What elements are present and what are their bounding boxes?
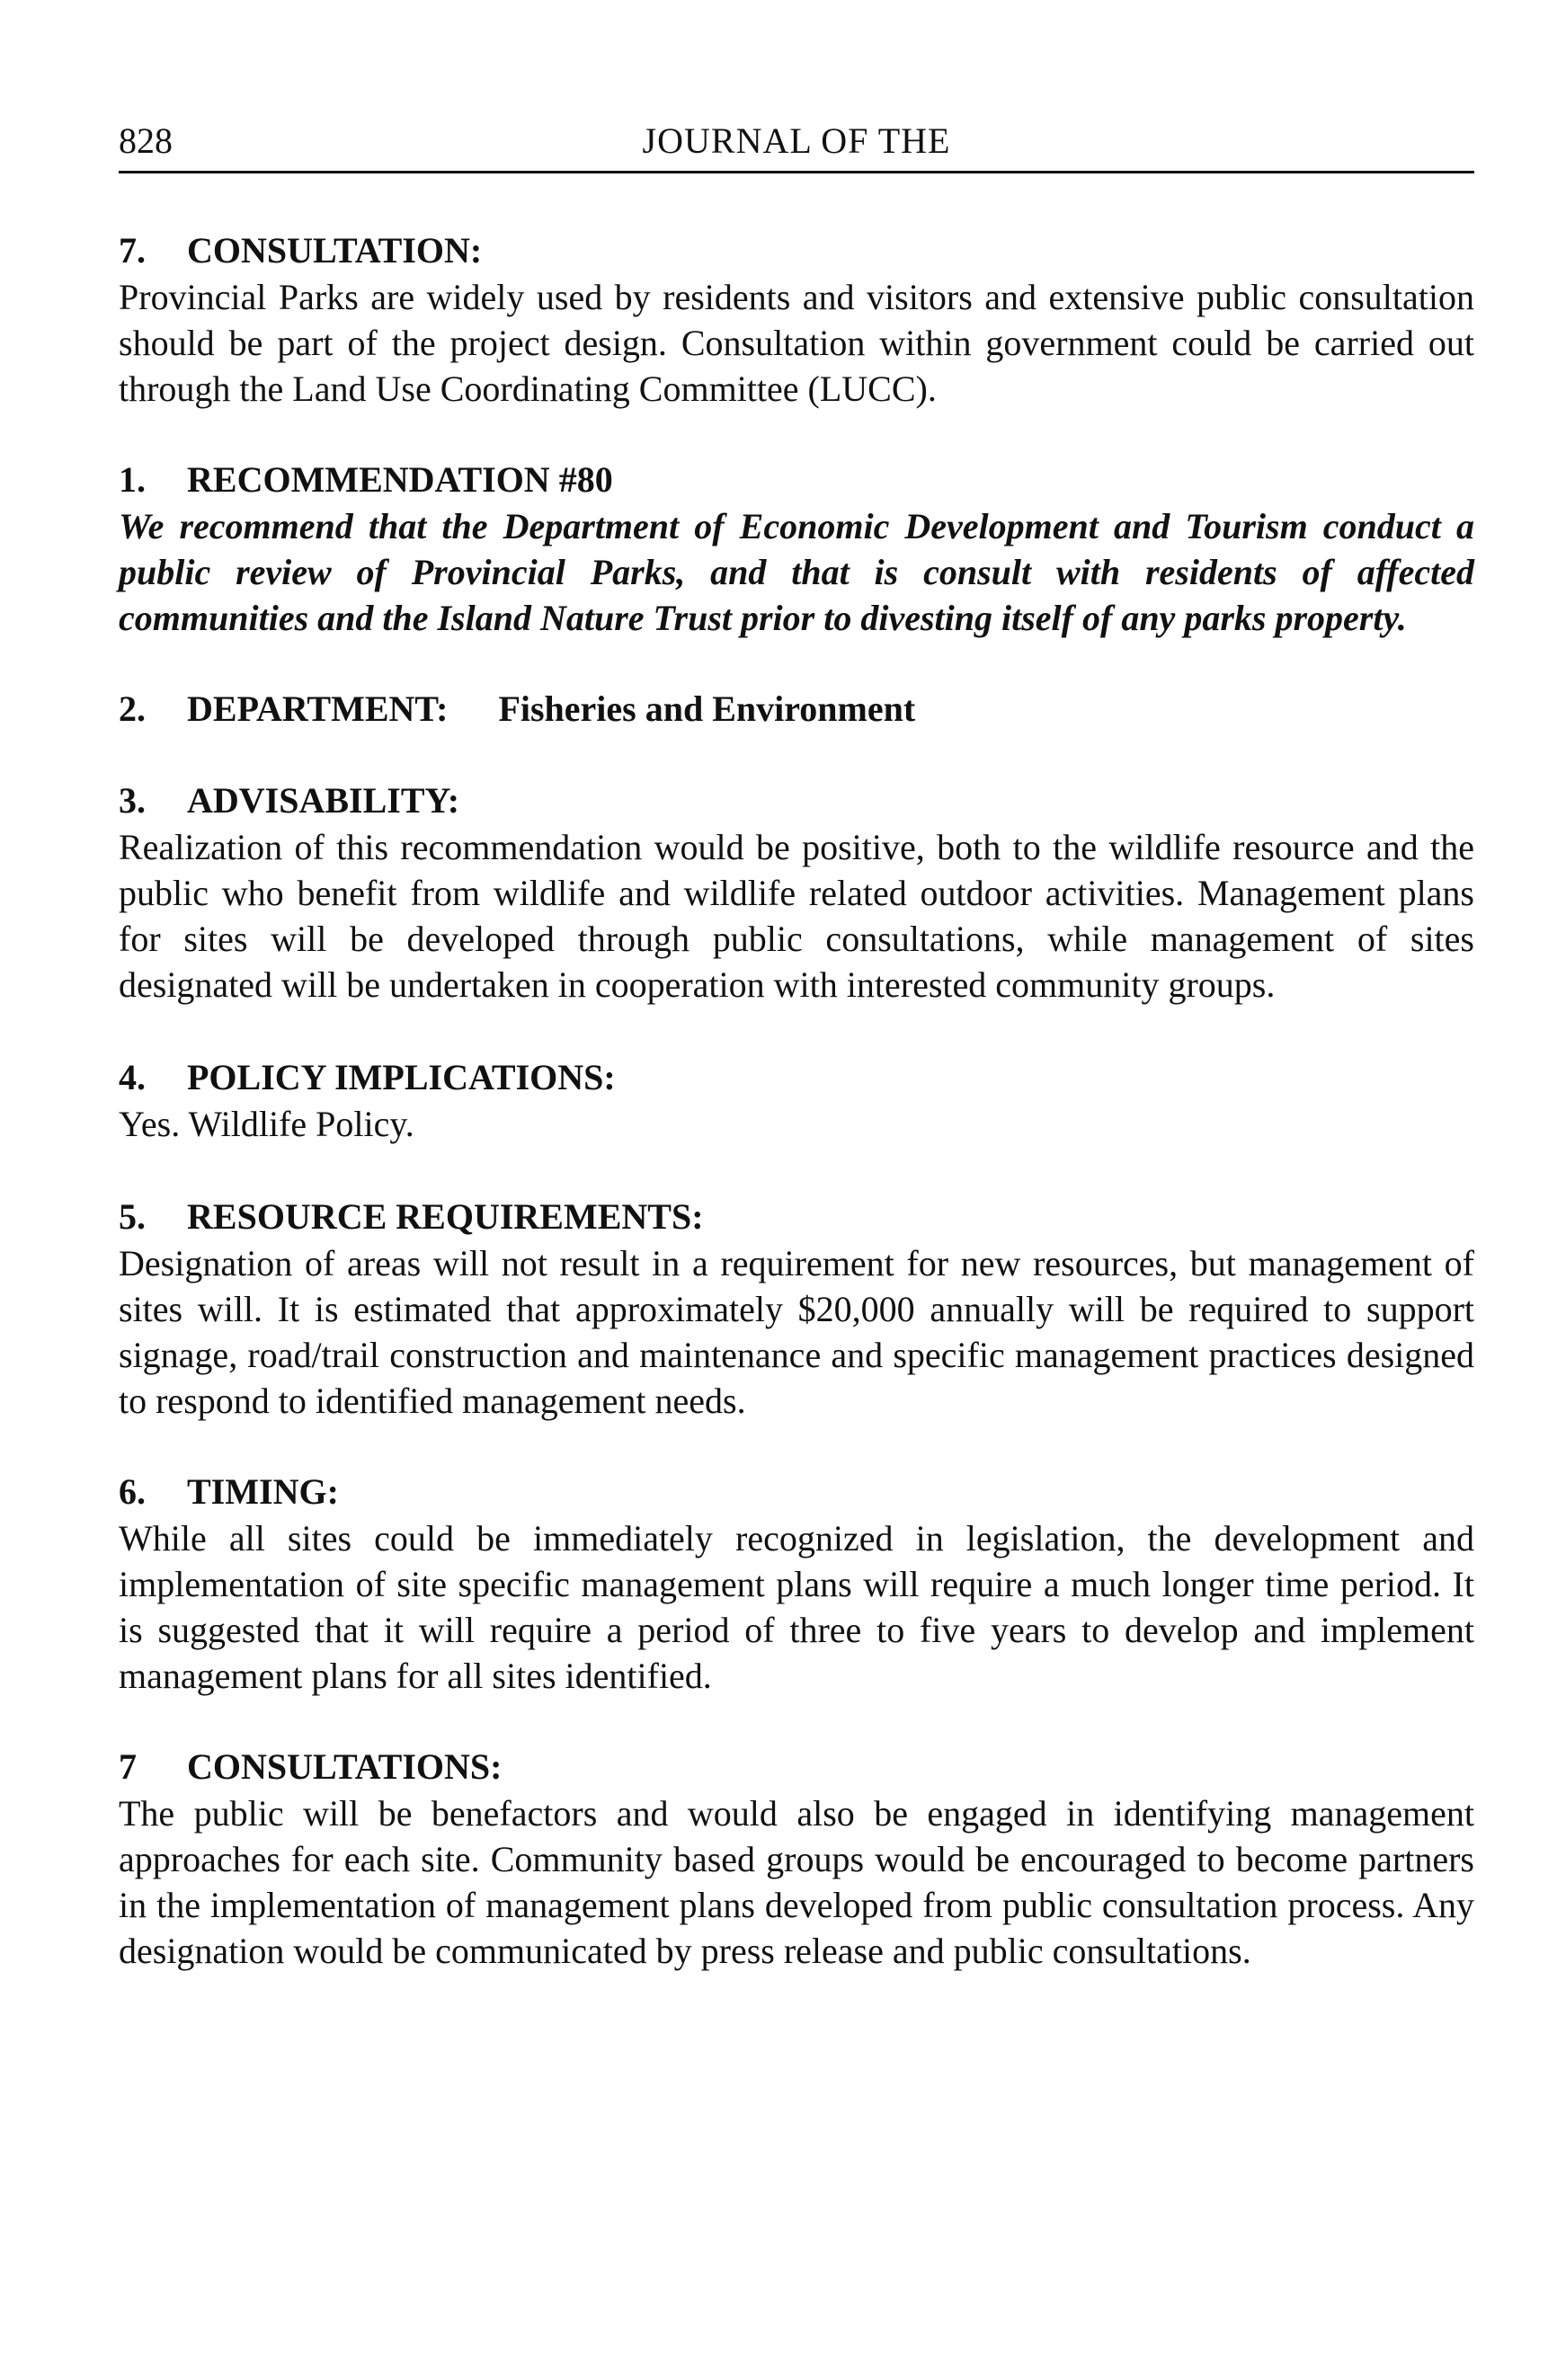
consultation-prev-heading (119, 227, 1474, 274)
timing-heading (119, 1469, 1474, 1515)
consultations-body: The public will be benefactors and would also be engaged in identifying management approaches for each site. Community based groups would be encouraged to become partners in the implementation of management plans developed from public consultation process. Any designation would be communicated by press release and public consultations. (119, 1793, 1474, 1971)
department-number: 2. (119, 688, 146, 729)
timing-body: While all sites could be immediately recognized in legislation, the development and implementation of site specific management plans will require a much longer time period. It is suggested that it will require a period of three to five years to develop and implement management plans for all sites identified. (119, 1518, 1474, 1696)
resource-body: Designation of areas will not result in a requirement for new resources, but management of sites will. It is estimated that approximately $20,000 annually will be required to support signage, road/trail construction and maintenance and specific management practices designed to respond to identified management needs. (119, 1243, 1474, 1421)
section-resource (119, 1194, 1474, 1424)
resource-heading (119, 1194, 1474, 1240)
timing-title: TIMING: (187, 1471, 339, 1512)
section-department (119, 686, 1474, 733)
advisability-title: ADVISABILITY: (187, 780, 460, 821)
section-advisability (119, 777, 1474, 1008)
consultation-prev-body: Provincial Parks are widely used by residents and visitors and extensive public consultation should be part of the project design. Consultation within government could be carried out through the Land Use Coordinating Committee (LUCC). (119, 277, 1474, 409)
policy-body: Yes. Wildlife Policy. (119, 1104, 414, 1144)
journal-page (119, 115, 1474, 1974)
journal-title: JOURNAL OF THE (642, 120, 951, 161)
section-timing (119, 1469, 1474, 1699)
timing-number: 6. (119, 1471, 146, 1512)
resource-number: 5. (119, 1196, 146, 1237)
section-consultations (119, 1744, 1474, 1974)
advisability-number: 3. (119, 780, 146, 821)
consultations-title: CONSULTATIONS: (187, 1746, 503, 1787)
recommendation-number: 1. (119, 459, 146, 500)
consultations-heading (119, 1744, 1474, 1790)
section-policy (119, 1054, 1474, 1147)
recommendation-title: RECOMMENDATION #80 (187, 459, 613, 500)
running-head (119, 115, 1474, 173)
advisability-heading (119, 777, 1474, 824)
consultation-prev-number: 7. (119, 230, 146, 271)
consultation-prev-title: CONSULTATION: (187, 230, 483, 271)
department-heading (119, 686, 1474, 733)
department-title: DEPARTMENT: (187, 688, 449, 729)
department-value: Fisheries and Environment (498, 688, 916, 729)
advisability-body: Realization of this recommendation would be positive, both to the wildlife resource and the public who benefit from wildlife and wildlife related outdoor activities. Management plans for sites will be developed through public consultations, while management of sites designated will be undertaken in cooperation with interested community groups. (119, 827, 1474, 1005)
recommendation-heading (119, 457, 1474, 503)
section-recommendation (119, 457, 1474, 641)
page-number: 828 (119, 120, 173, 161)
recommendation-body: We recommend that the Department of Economic Development and Tourism conduct a public review of Provincial Parks, and that is consult with residents of affected communities and the Island Nature Trust prior to divesting itself of any parks property. (119, 506, 1474, 638)
policy-title: POLICY IMPLICATIONS: (187, 1057, 616, 1097)
consultations-number: 7 (119, 1746, 137, 1787)
resource-title: RESOURCE REQUIREMENTS: (187, 1196, 704, 1237)
policy-heading (119, 1054, 1474, 1101)
policy-number: 4. (119, 1057, 146, 1097)
section-consultation-prev (119, 227, 1474, 412)
